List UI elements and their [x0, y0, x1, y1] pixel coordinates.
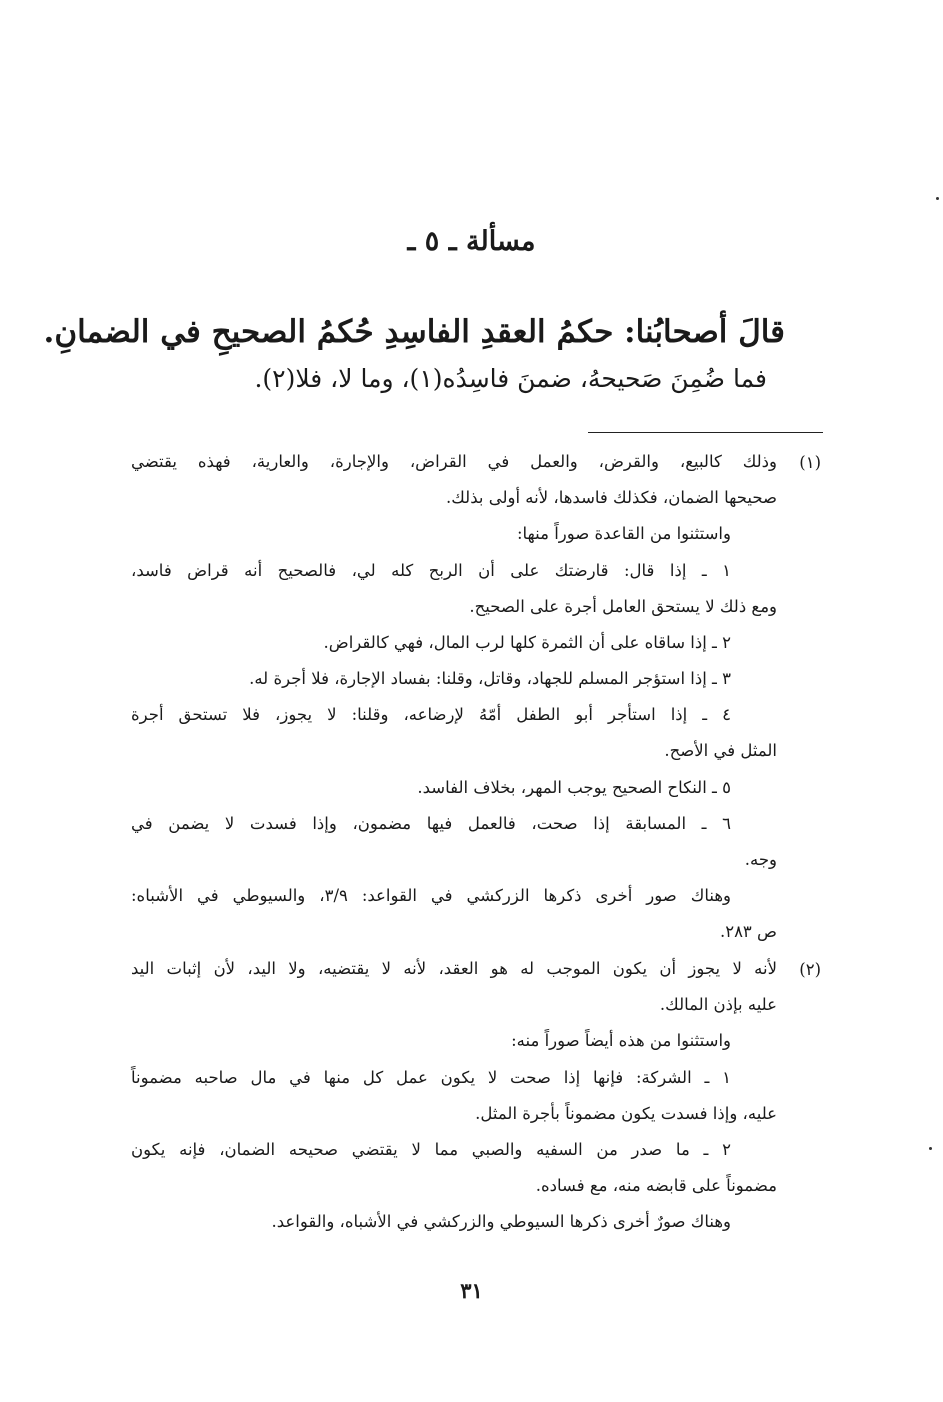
footnote-1-line: وذلك كالبيع، والقرض، والعمل في القراض، والإجارة، والعارية، فهذه يقتضي [131, 452, 777, 471]
footnote-2-line: عليه بإذن المالك. [659, 995, 777, 1014]
footnote-1-line: صحيحها الضمان، فكذلك فاسدها، لأنه أولى بذلك. [446, 488, 777, 507]
footnote-1-line: وجه. [744, 850, 777, 869]
rule-statement: قالَ أصحابُنا: حكمُ العقدِ الفاسِدِ حُكمُ الصحيحِ في الضمانِ. [43, 314, 785, 350]
footnote-2-line: واستثنوا من هذه أيضاً صوراً منه: [511, 1031, 731, 1050]
page-number: ٣١ [460, 1278, 483, 1303]
footnote-2-line: ٢ ـ ما صدر من السفيه والصبي مما لا يقتضي صحيحه الضمان، فإنه يكون [131, 1140, 731, 1159]
footnote-1-line: واستثنوا من القاعدة صوراً منها: [516, 524, 731, 543]
footnote-1-line: ٤ ـ إذا استأجر أبو الطفل أمّهُ لإرضاعه، وقلنا: لا يجوز، فلا تستحق أجرة [131, 705, 731, 724]
footnote-1-line: ص ٢٨٣. [719, 922, 777, 941]
rule-elaboration: فما ضُمِنَ صَحيحهُ، ضمنَ فاسِدُه(١)، وما لا، فلا(٢). [254, 364, 767, 393]
footnote-2-line: ١ ـ الشركة: فإنها إذا صحت لا يكون عمل كل منها في مال صاحبه مضموناً [131, 1068, 731, 1087]
footnote-1-line: ٦ ـ المسابقة إذا صحت، فالعمل فيها مضمون، وإذا فسدت لا يضمن في [131, 814, 731, 833]
footnote-2-line: مضموناً على قابضه منه، مع فساده. [535, 1176, 777, 1195]
issue-heading: مسألة ـ ٥ ـ [407, 226, 536, 257]
scan-speck [936, 197, 939, 200]
scan-speck [929, 1147, 932, 1150]
footnote-1-line: ١ ـ إذا قال: قارضتك على أن الربح كله لي، فالصحيح أنه قراض فاسد، [131, 561, 731, 580]
footnote-2-line: لأنه لا يجوز أن يكون الموجب له هو العقد، لأنه لا يقتضيه، ولا اليد، لأن إثبات اليد [131, 959, 777, 978]
footnote-1-line: ٢ ـ إذا ساقاه على أن الثمرة كلها لرب المال، فهي كالقراض. [323, 633, 731, 652]
footnote-1-line: المثل في الأصح. [664, 741, 777, 760]
footnote-2-marker: (٢) [799, 960, 821, 979]
footnote-1-line: ٥ ـ النكاح الصحيح يوجب المهر، بخلاف الفاسد. [417, 778, 731, 797]
footnote-2-line: وهناك صورٌ أخرى ذكرها السيوطي والزركشي في الأشباه، والقواعد. [271, 1212, 731, 1231]
footnote-1-line: وهناك صور أخرى ذكرها الزركشي في القواعد: ٣/٩، والسيوطي في الأشباه: [131, 886, 731, 905]
footnote-1-marker: (١) [799, 453, 821, 472]
footnote-1-line: ٣ ـ إذا استؤجر المسلم للجهاد، وقاتل، وقلنا: بفساد الإجارة، فلا أجرة له. [249, 669, 731, 688]
footnote-2-line: عليه، وإذا فسدت يكون مضموناً بأجرة المثل. [475, 1104, 777, 1123]
footnote-separator [588, 432, 823, 433]
footnote-1-line: ومع ذلك لا يستحق العامل أجرة على الصحيح. [469, 597, 777, 616]
